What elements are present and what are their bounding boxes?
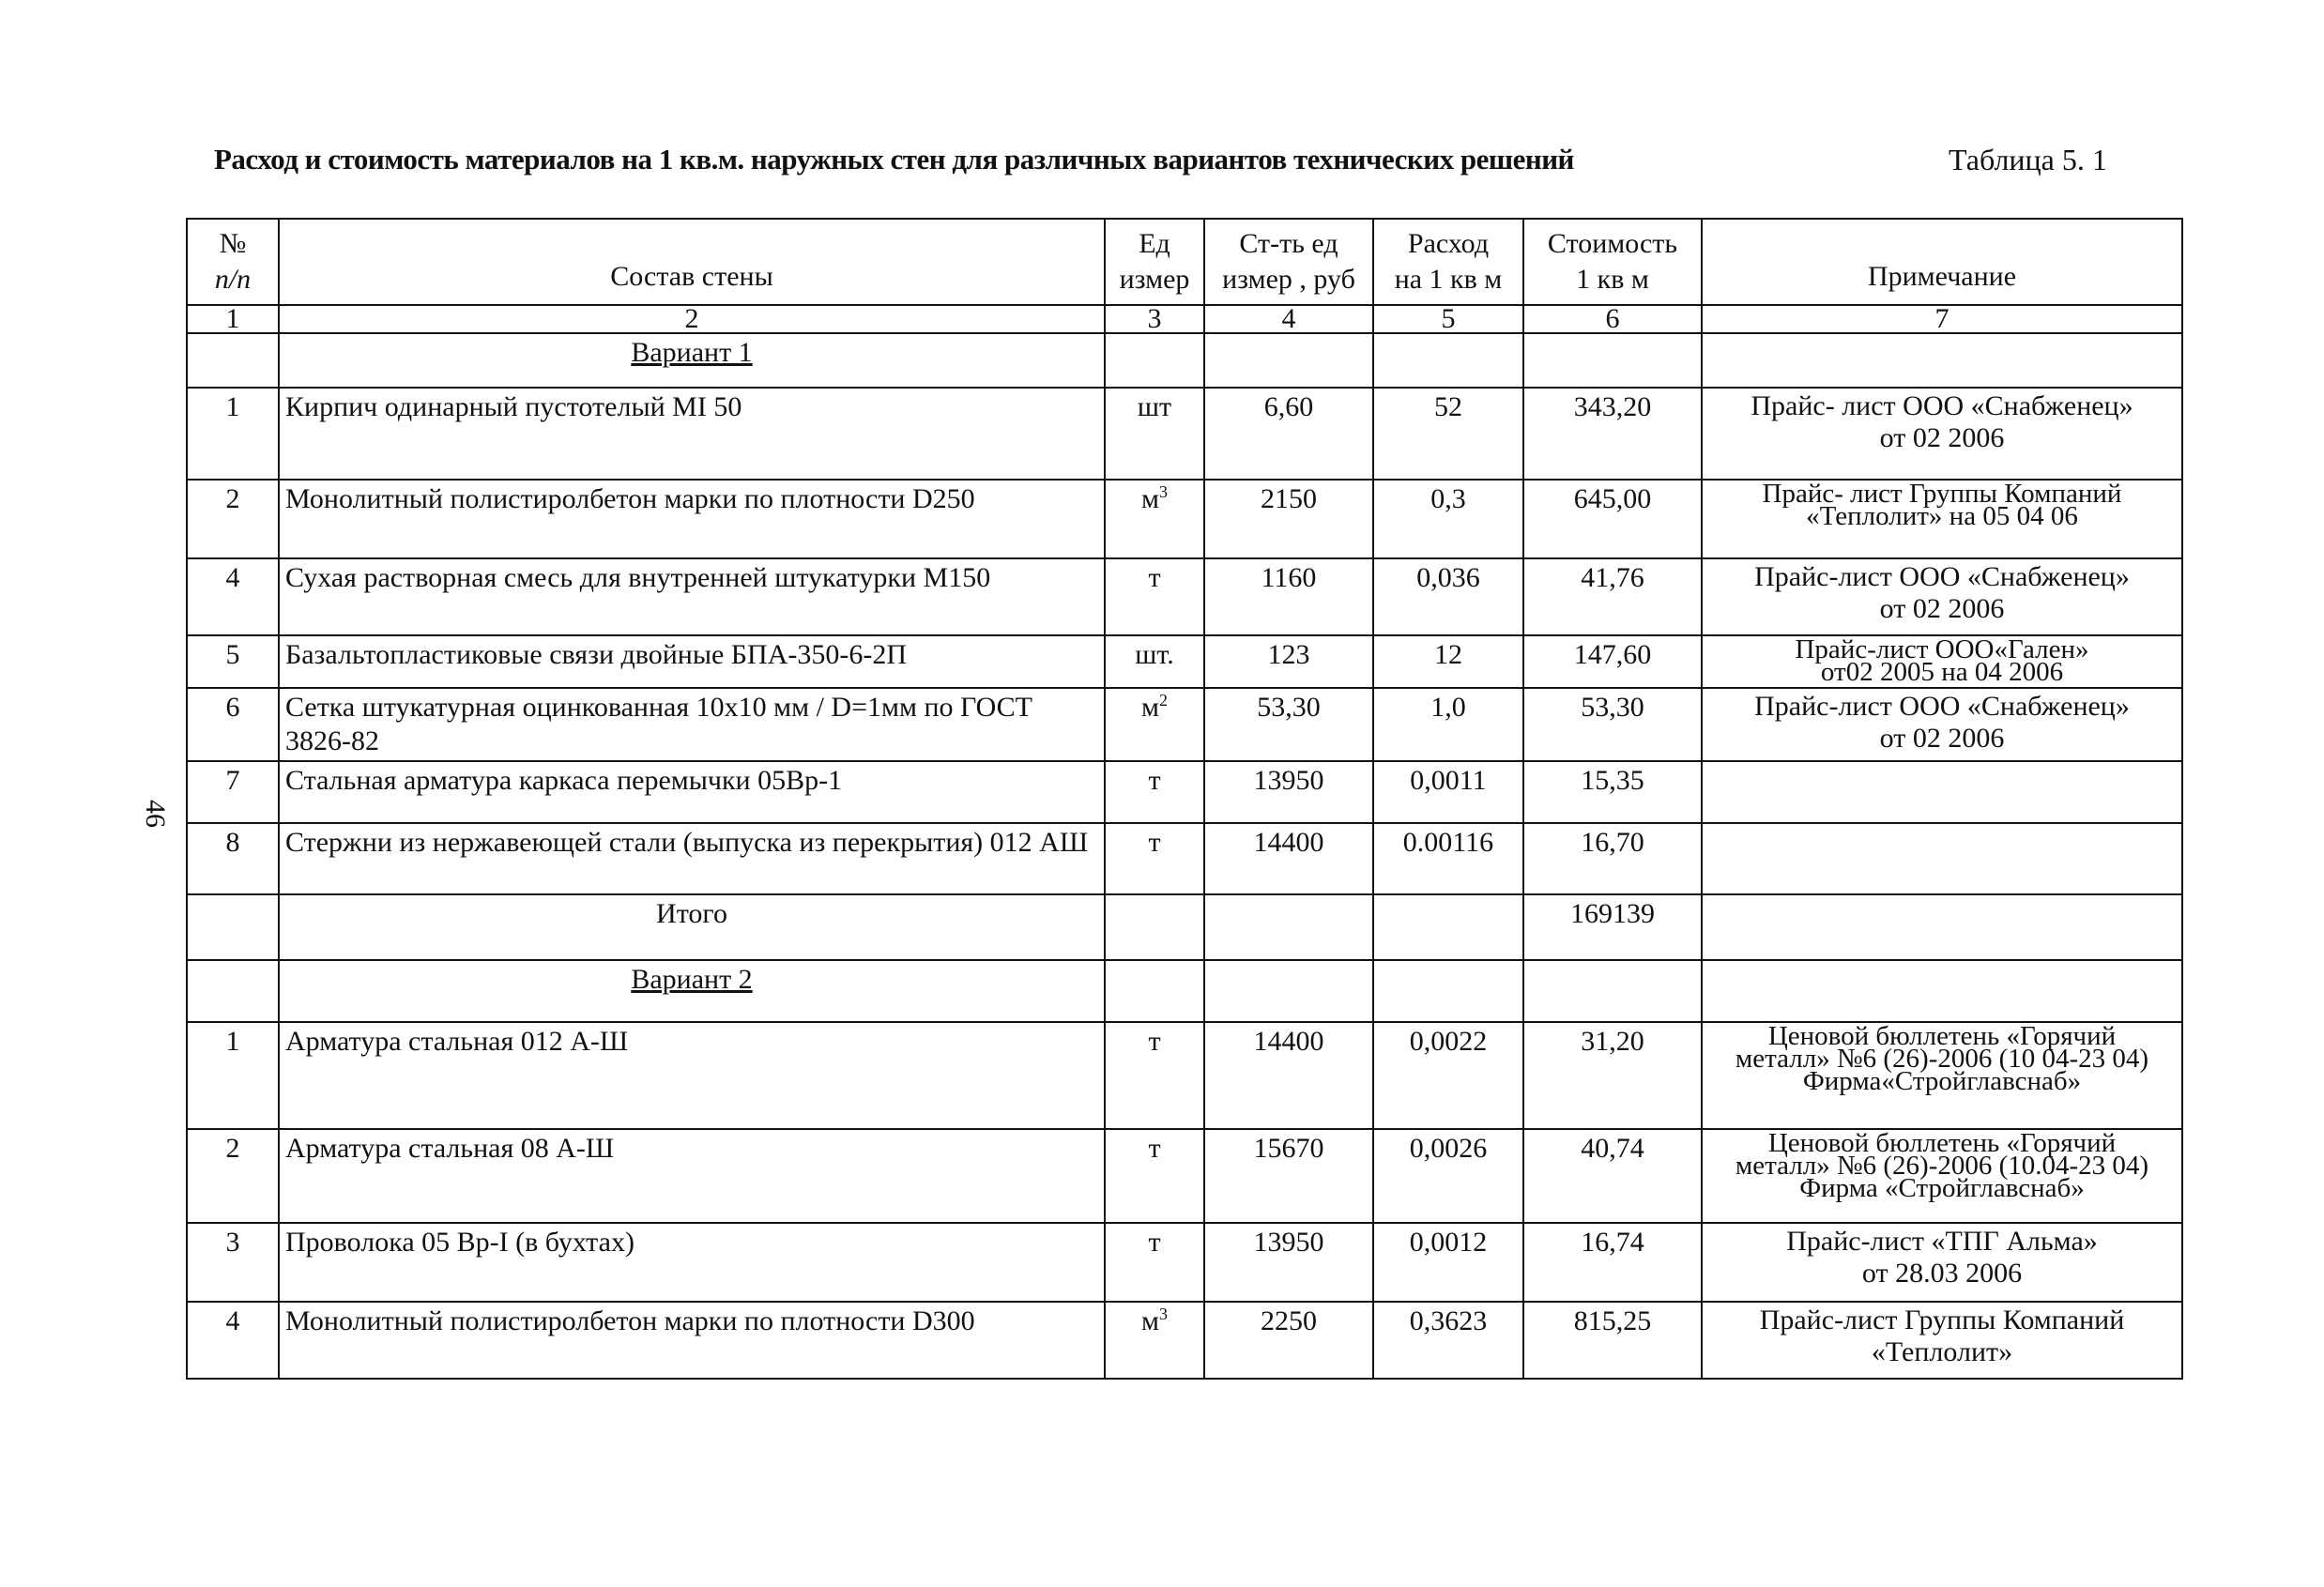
table-row — [187, 1302, 2182, 1379]
unit: м — [1141, 692, 1159, 723]
unit: т — [1148, 1227, 1161, 1258]
note-cell — [1702, 635, 2182, 688]
note-cell — [1702, 388, 2182, 480]
empty-cell — [1105, 333, 1204, 388]
usage: 0,3623 — [1373, 1302, 1523, 1379]
table-row — [187, 388, 2182, 480]
note-cell — [1702, 1129, 2182, 1223]
note-cell — [1702, 823, 2182, 894]
note-line: Ценовой бюллетень «Горячий — [1767, 1021, 2117, 1051]
col-index: 5 — [1373, 305, 1523, 333]
usage: 0,3 — [1373, 480, 1523, 558]
empty-cell — [1204, 333, 1373, 388]
col-index: 4 — [1204, 305, 1373, 333]
variant-header-row — [187, 333, 2182, 388]
cost: 815,25 — [1523, 1302, 1702, 1379]
unit-price: 14400 — [1204, 1022, 1373, 1129]
table-row — [187, 1223, 2182, 1302]
note-line: от 02 2006 — [1879, 593, 2005, 624]
material-name: Стержни из нержавеющей стали (выпуска из перекрытия) 012 АШ — [279, 823, 1105, 894]
note-line: «Теплолит» на 05 04 06 — [1806, 501, 2078, 531]
unit-cell — [1105, 1302, 1204, 1379]
table-row — [187, 823, 2182, 894]
cost: 41,76 — [1523, 558, 1702, 635]
unit-cell — [1105, 558, 1204, 635]
unit-cell — [1105, 688, 1204, 761]
header-composition: Состав стены — [279, 219, 1105, 305]
empty-cell — [1702, 894, 2182, 960]
unit-cell — [1105, 1129, 1204, 1223]
usage: 0,0026 — [1373, 1129, 1523, 1223]
note-line: Прайс-лист «ТПГ Альма» — [1786, 1226, 2098, 1257]
usage: 12 — [1373, 635, 1523, 688]
total-row — [187, 894, 2182, 960]
note-cell — [1702, 761, 2182, 823]
table-row — [187, 1129, 2182, 1223]
empty-cell — [187, 960, 279, 1022]
empty-cell — [1523, 960, 1702, 1022]
note-line: от 02 2006 — [1879, 723, 2005, 754]
unit-cell — [1105, 480, 1204, 558]
variant-title: Вариант 1 — [279, 333, 1105, 388]
header-row — [187, 219, 2182, 305]
empty-cell — [1373, 960, 1523, 1022]
material-name: Монолитный полистиролбетон марки по плотности D300 — [279, 1302, 1105, 1379]
row-number: 6 — [187, 688, 279, 761]
unit: т — [1148, 827, 1161, 858]
unit-cell — [1105, 635, 1204, 688]
header-cost: Стоимость 1 кв м — [1523, 219, 1702, 305]
empty-cell — [1702, 960, 2182, 1022]
usage: 1,0 — [1373, 688, 1523, 761]
note-cell — [1702, 558, 2182, 635]
unit-price: 1160 — [1204, 558, 1373, 635]
empty-cell — [1523, 333, 1702, 388]
note-line: от02 2005 на 04 2006 — [1820, 657, 2064, 687]
note-line: Прайс-лист ООО «Снабженец» — [1754, 561, 2130, 592]
row-number: 2 — [187, 480, 279, 558]
unit-price: 2250 — [1204, 1302, 1373, 1379]
unit: т — [1148, 562, 1161, 593]
row-number: 2 — [187, 1129, 279, 1223]
unit-price: 14400 — [1204, 823, 1373, 894]
note-line: металл» №6 (26)-2006 (10.04-23 04) — [1735, 1151, 2149, 1181]
note-cell — [1702, 480, 2182, 558]
unit-price: 15670 — [1204, 1129, 1373, 1223]
unit-price: 123 — [1204, 635, 1373, 688]
unit-cell — [1105, 1223, 1204, 1302]
header-num: № п/п — [187, 219, 279, 305]
page-number: 46 — [140, 800, 171, 828]
material-name: Монолитный полистиролбетон марки по плотности D250 — [279, 480, 1105, 558]
note-line: Прайс-лист Группы Компаний — [1759, 1305, 2125, 1335]
empty-cell — [1105, 894, 1204, 960]
unit-cell — [1105, 388, 1204, 480]
unit-cell — [1105, 761, 1204, 823]
empty-cell — [1702, 333, 2182, 388]
empty-cell — [1373, 333, 1523, 388]
materials-table — [186, 218, 2183, 1380]
note-cell — [1702, 688, 2182, 761]
unit: шт. — [1135, 639, 1174, 670]
table-row — [187, 1022, 2182, 1129]
usage: 0,0022 — [1373, 1022, 1523, 1129]
page-title: Расход и стоимость материалов на 1 кв.м. наружных стен для различных вариантов технических решений — [214, 143, 1574, 175]
unit: т — [1148, 765, 1161, 796]
empty-cell — [1373, 894, 1523, 960]
row-number: 4 — [187, 558, 279, 635]
col-index: 1 — [187, 305, 279, 333]
note-cell — [1702, 1223, 2182, 1302]
cost: 147,60 — [1523, 635, 1702, 688]
row-number: 7 — [187, 761, 279, 823]
row-number: 3 — [187, 1223, 279, 1302]
note-cell — [1702, 1302, 2182, 1379]
material-name: Стальная арматура каркаса перемычки 05Вр-1 — [279, 761, 1105, 823]
unit: шт — [1137, 391, 1172, 422]
table-row — [187, 635, 2182, 688]
material-name: Сухая растворная смесь для внутренней штукатурки М150 — [279, 558, 1105, 635]
usage: 0,0012 — [1373, 1223, 1523, 1302]
material-name: Базальтопластиковые связи двойные БПА-350-6-2П — [279, 635, 1105, 688]
table-row — [187, 761, 2182, 823]
unit: т — [1148, 1026, 1161, 1057]
column-index-row — [187, 305, 2182, 333]
cost: 16,70 — [1523, 823, 1702, 894]
unit: м — [1141, 1305, 1159, 1336]
note-line: от 02 2006 — [1879, 422, 2005, 453]
unit: м — [1141, 483, 1159, 514]
unit-cell — [1105, 823, 1204, 894]
row-number: 1 — [187, 388, 279, 480]
row-number: 1 — [187, 1022, 279, 1129]
note-line: «Теплолит» — [1871, 1336, 2013, 1367]
note-line: Ценовой бюллетень «Горячий — [1767, 1128, 2117, 1158]
note-line: Прайс-лист ООО«Гален» — [1795, 634, 2089, 664]
usage: 52 — [1373, 388, 1523, 480]
empty-cell — [1204, 960, 1373, 1022]
unit-superscript: 3 — [1158, 482, 1168, 501]
header-unit: Ед измер — [1105, 219, 1204, 305]
unit-superscript: 2 — [1158, 691, 1168, 710]
note-line: Прайс-лист ООО «Снабженец» — [1754, 691, 2130, 722]
empty-cell — [1105, 960, 1204, 1022]
table-row — [187, 480, 2182, 558]
note-line: металл» №6 (26)-2006 (10 04-23 04) — [1735, 1044, 2149, 1074]
cost: 15,35 — [1523, 761, 1702, 823]
cost: 31,20 — [1523, 1022, 1702, 1129]
material-name: Сетка штукатурная оцинкованная 10х10 мм / D=1мм по ГОСТ 3826-82 — [279, 688, 1105, 761]
row-number: 4 — [187, 1302, 279, 1379]
unit-price: 53,30 — [1204, 688, 1373, 761]
total-value: 169139 — [1523, 894, 1702, 960]
material-name: Арматура стальная 012 А-Ш — [279, 1022, 1105, 1129]
table-label: Таблица 5. 1 — [1949, 143, 2107, 176]
note-line: от 28.03 2006 — [1861, 1258, 2023, 1289]
note-line: Прайс- лист ООО «Снабженец» — [1751, 390, 2133, 421]
empty-cell — [1204, 894, 1373, 960]
note-line: Фирма «Стройглавснаб» — [1799, 1173, 2085, 1203]
cost: 53,30 — [1523, 688, 1702, 761]
variant-title: Вариант 2 — [279, 960, 1105, 1022]
col-index: 7 — [1702, 305, 2182, 333]
usage: 0,036 — [1373, 558, 1523, 635]
material-name: Арматура стальная 08 А-Ш — [279, 1129, 1105, 1223]
col-index: 2 — [279, 305, 1105, 333]
unit-superscript: 3 — [1158, 1305, 1168, 1323]
header-note: Примечание — [1702, 219, 2182, 305]
cost: 16,74 — [1523, 1223, 1702, 1302]
unit: т — [1148, 1133, 1161, 1164]
note-line: Фирма«Стройглавснаб» — [1802, 1066, 2082, 1096]
unit-cell — [1105, 1022, 1204, 1129]
material-name: Проволока 05 Вр-I (в бухтах) — [279, 1223, 1105, 1302]
header-unit-cost: Ст-ть ед измер , руб — [1204, 219, 1373, 305]
cost: 645,00 — [1523, 480, 1702, 558]
empty-cell — [187, 333, 279, 388]
material-name: Кирпич одинарный пустотелый МI 50 — [279, 388, 1105, 480]
note-cell — [1702, 1022, 2182, 1129]
cost: 343,20 — [1523, 388, 1702, 480]
unit-price: 6,60 — [1204, 388, 1373, 480]
cost: 40,74 — [1523, 1129, 1702, 1223]
unit-price: 2150 — [1204, 480, 1373, 558]
table-row — [187, 688, 2182, 761]
col-index: 3 — [1105, 305, 1204, 333]
total-label: Итого — [279, 894, 1105, 960]
header-usage: Расход на 1 кв м — [1373, 219, 1523, 305]
usage: 0,0011 — [1373, 761, 1523, 823]
empty-cell — [187, 894, 279, 960]
table-row — [187, 558, 2182, 635]
usage: 0.00116 — [1373, 823, 1523, 894]
row-number: 5 — [187, 635, 279, 688]
col-index: 6 — [1523, 305, 1702, 333]
note-line: Прайс- лист Группы Компаний — [1762, 479, 2122, 509]
unit-price: 13950 — [1204, 761, 1373, 823]
row-number: 8 — [187, 823, 279, 894]
unit-price: 13950 — [1204, 1223, 1373, 1302]
variant-header-row — [187, 960, 2182, 1022]
